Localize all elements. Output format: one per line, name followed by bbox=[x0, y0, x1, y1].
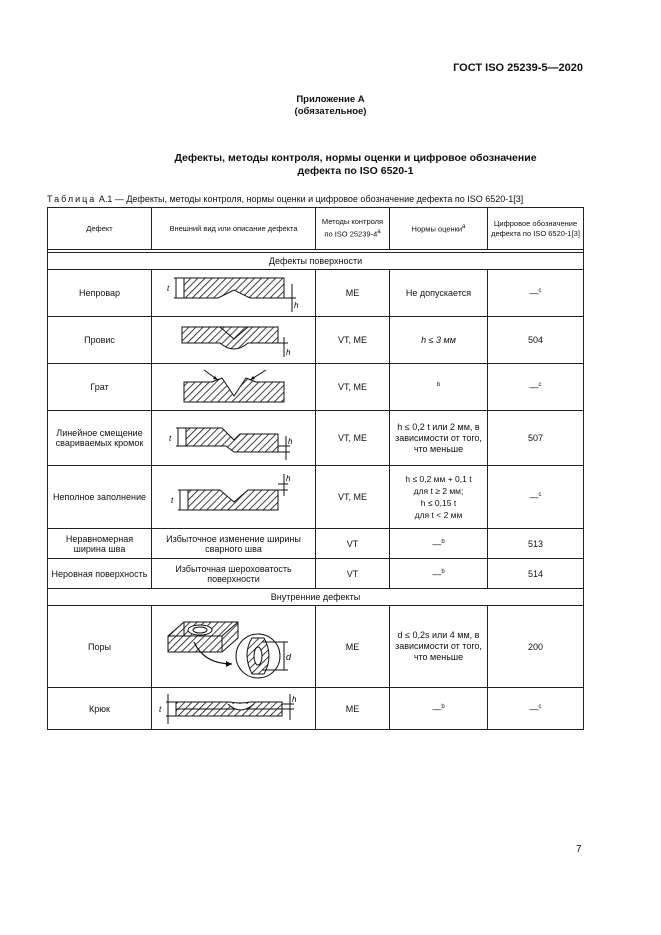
table-caption-prefix: Таблица bbox=[47, 194, 97, 204]
svg-text:h: h bbox=[291, 694, 296, 704]
svg-text:t: t bbox=[170, 496, 173, 505]
cell-norm: h ≤ 0,2 мм + 0,1 t для t ≥ 2 мм; h ≤ 0,15 t для t < 2 мм bbox=[390, 466, 488, 529]
header-defect: Дефект bbox=[48, 208, 152, 250]
cell-code: 504 bbox=[488, 317, 584, 364]
figure-pores bbox=[152, 606, 316, 688]
cell-code: 200 bbox=[488, 606, 584, 688]
cell-norm: b bbox=[390, 364, 488, 411]
cell-method: ME bbox=[316, 270, 390, 317]
section-internal-row bbox=[48, 589, 584, 606]
cell-norm: h ≤ 3 мм bbox=[390, 317, 488, 364]
cell-code: 514 bbox=[488, 559, 584, 589]
cell-method: VT, ME bbox=[316, 466, 390, 529]
cell-method: VT, ME bbox=[316, 411, 390, 466]
header-appearance: Внешний вид или описание дефекта bbox=[152, 208, 316, 250]
cell-norm: —$^b$ bbox=[390, 529, 488, 559]
cell-defect: Неровная поверхность bbox=[48, 559, 152, 589]
annex-heading bbox=[0, 94, 661, 118]
table-row bbox=[48, 317, 584, 364]
svg-text:h: h bbox=[293, 301, 298, 310]
svg-text:h: h bbox=[285, 348, 290, 357]
figure-incomplete-fill bbox=[152, 466, 316, 529]
header-code: Цифровое обозначение дефекта по ISO 6520-1[3] bbox=[488, 208, 584, 250]
cell-norm: Не допускается bbox=[390, 270, 488, 317]
figure-linear-misalignment bbox=[152, 411, 316, 466]
svg-text:t: t bbox=[168, 434, 171, 443]
cell-defect: Поры bbox=[48, 606, 152, 688]
figure-sagging bbox=[152, 317, 316, 364]
cell-defect: Неравномерная ширина шва bbox=[48, 529, 152, 559]
cell-method: ME bbox=[316, 606, 390, 688]
annex-title-line1: Дефекты, методы контроля, нормы оценки и цифровое обозначение bbox=[174, 152, 537, 164]
table-row bbox=[48, 411, 584, 466]
svg-text:d: d bbox=[285, 651, 291, 662]
figure-flash bbox=[152, 364, 316, 411]
annex-label: Приложение А bbox=[296, 94, 365, 105]
cell-code: 507 bbox=[488, 411, 584, 466]
section-surface: Дефекты поверхности bbox=[48, 253, 584, 270]
svg-text:h: h bbox=[287, 437, 292, 446]
table-row bbox=[48, 606, 584, 688]
cell-code: —$^c$ bbox=[488, 270, 584, 317]
cell-method: VT, ME bbox=[316, 317, 390, 364]
cell-defect: Неполное заполнение bbox=[48, 466, 152, 529]
table-header-row bbox=[48, 208, 584, 250]
table-row bbox=[48, 270, 584, 317]
cell-code: —$^c$ bbox=[488, 466, 584, 529]
cell-code: —$^c$ bbox=[488, 364, 584, 411]
header-methods: Методы контроля по ISO 25239-4$^a$ bbox=[316, 208, 390, 250]
section-surface-row bbox=[48, 253, 584, 270]
svg-text:h: h bbox=[285, 474, 290, 483]
defects-table bbox=[47, 207, 584, 730]
page-number: 7 bbox=[576, 844, 582, 855]
cell-norm: h ≤ 0,2 t или 2 мм, в зависимости от того, что меньше bbox=[390, 411, 488, 466]
table-row bbox=[48, 529, 584, 559]
table-caption bbox=[47, 194, 523, 204]
table-row bbox=[48, 688, 584, 730]
table-row bbox=[48, 559, 584, 589]
cell-defect: Крюк bbox=[48, 688, 152, 730]
cell-code: —$^c$ bbox=[488, 688, 584, 730]
annex-status: (обязательное) bbox=[294, 106, 367, 117]
cell-norm: d ≤ 0,2s или 4 мм, в зависимости от того, что меньше bbox=[390, 606, 488, 688]
figure-hook bbox=[152, 688, 316, 730]
table-row bbox=[48, 364, 584, 411]
cell-description: Избыточное изменение ширины сварного шва bbox=[152, 529, 316, 559]
cell-norm: —$^b$ bbox=[390, 688, 488, 730]
cell-defect: Непровар bbox=[48, 270, 152, 317]
cell-method: ME bbox=[316, 688, 390, 730]
annex-title bbox=[25, 152, 661, 178]
cell-defect: Провис bbox=[48, 317, 152, 364]
cell-method: VT, ME bbox=[316, 364, 390, 411]
standard-number: ГОСТ ISO 25239-5—2020 bbox=[453, 62, 583, 74]
cell-norm: —$^b$ bbox=[390, 559, 488, 589]
cell-code: 513 bbox=[488, 529, 584, 559]
figure-lack-of-penetration bbox=[152, 270, 316, 317]
header-norms: Нормы оценки$^a$ bbox=[390, 208, 488, 250]
label-t: t bbox=[166, 284, 169, 293]
cell-method: VT bbox=[316, 529, 390, 559]
cell-method: VT bbox=[316, 559, 390, 589]
table-row bbox=[48, 466, 584, 529]
annex-title-line2: дефекта по ISO 6520-1 bbox=[297, 165, 414, 177]
section-internal: Внутренние дефекты bbox=[48, 589, 584, 606]
cell-description: Избыточная шероховатость поверхности bbox=[152, 559, 316, 589]
cell-defect: Грат bbox=[48, 364, 152, 411]
table-caption-text: А.1 — Дефекты, методы контроля, нормы оценки и цифровое обозначение дефекта по ISO 6520-1[3] bbox=[98, 194, 524, 204]
svg-text:t: t bbox=[158, 704, 161, 714]
cell-defect: Линейное смещение свариваемых кромок bbox=[48, 411, 152, 466]
